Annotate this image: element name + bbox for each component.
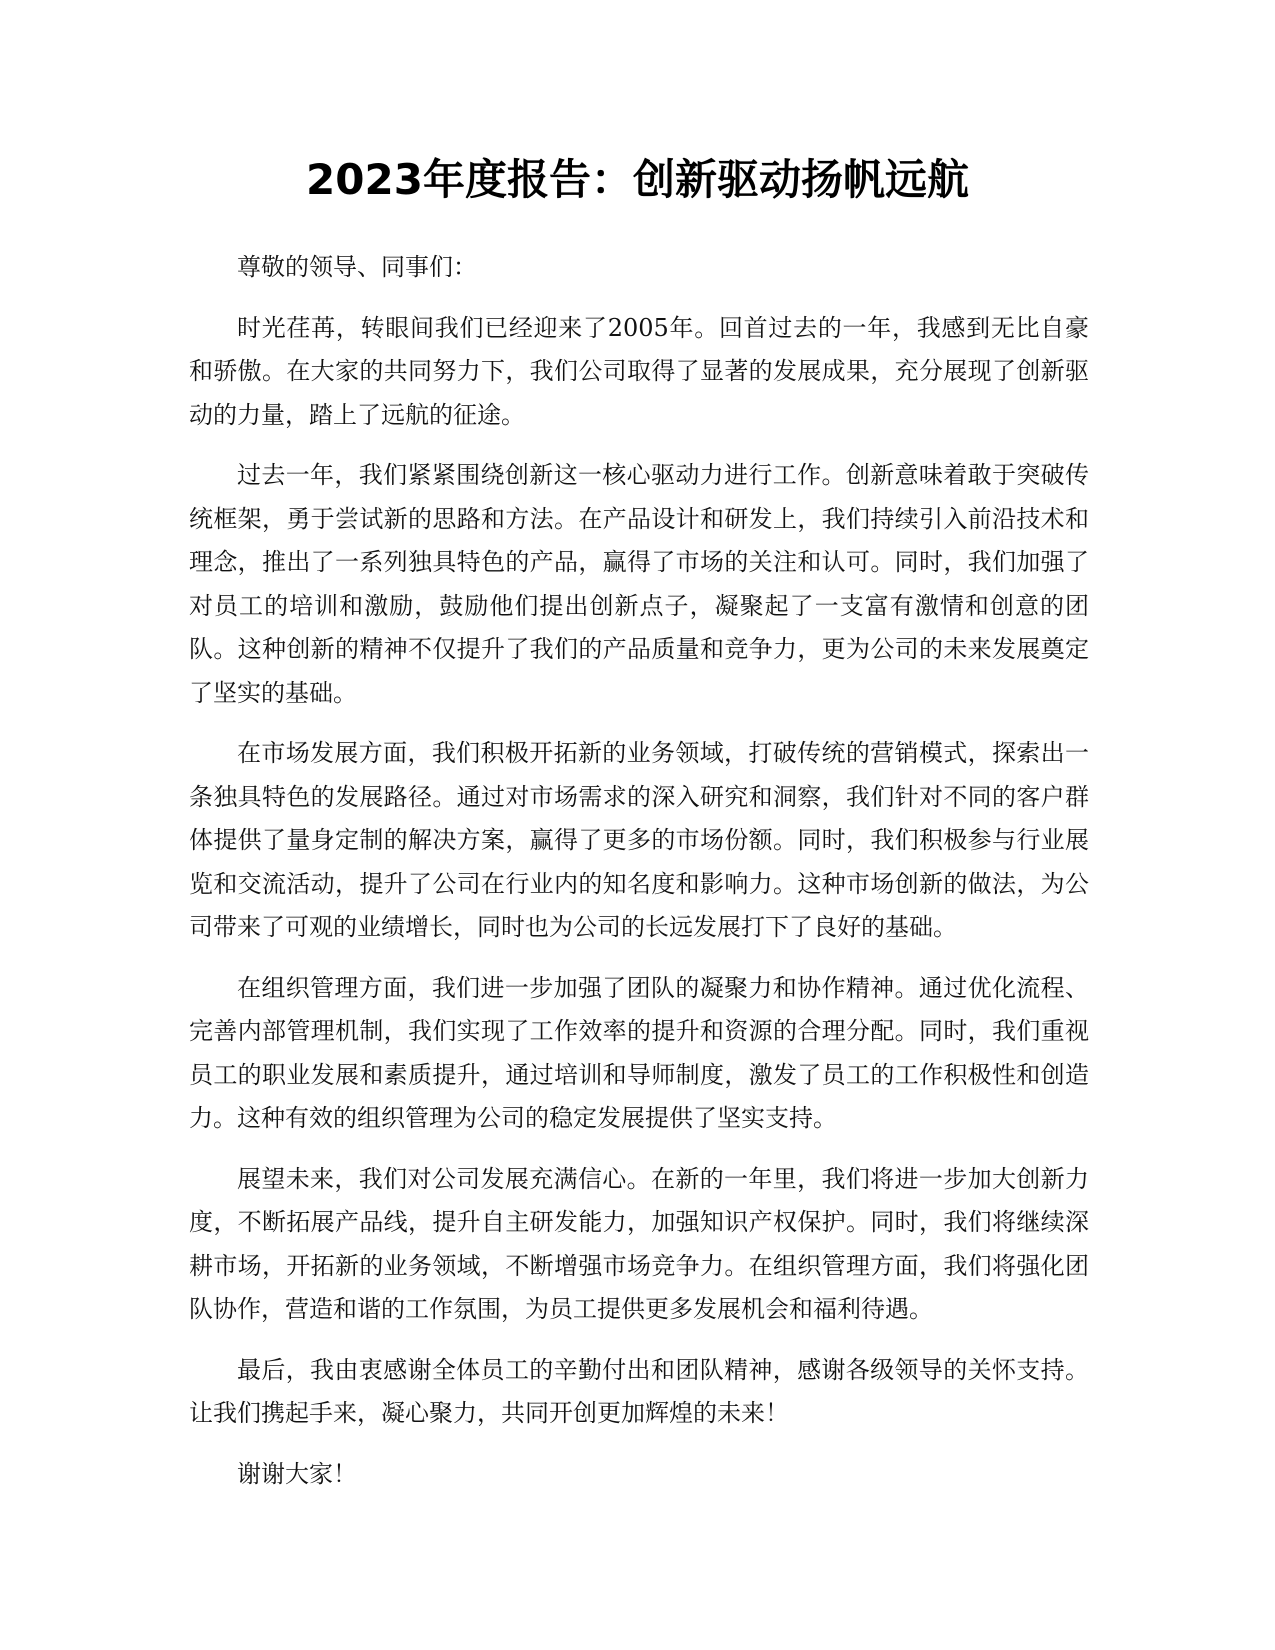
paragraph: 过去一年，我们紧紧围绕创新这一核心驱动力进行工作。创新意味着敢于突破传统框架，勇于尝试新的思路和方法。在产品设计和研发上，我们持续引入前沿技术和理念，推出了一系列独具特色的产品，赢得了市场的关注和认可。同时，我们加强了对员工的培训和激励，鼓励他们提出创新点子，凝聚起了一支富有激情和创意的团队。这种创新的精神不仅提升了我们的产品质量和竞争力，更为公司的未来发展奠定了坚实的基础。 <box>189 461 1089 707</box>
paragraph: 在市场发展方面，我们积极开拓新的业务领域，打破传统的营销模式，探索出一条独具特色的发展路径。通过对市场需求的深入研究和洞察，我们针对不同的客户群体提供了量身定制的解决方案，赢得了更多的市场份额。同时，我们积极参与行业展览和交流活动，提升了公司在行业内的知名度和影响力。这种市场创新的做法，为公司带来了可观的业绩增长，同时也为公司的长远发展打下了良好的基础。 <box>189 739 1089 941</box>
document-body <box>189 246 1089 1513</box>
closing: 谢谢大家！ <box>237 1459 357 1488</box>
salutation: 尊敬的领导、同事们： <box>237 253 477 281</box>
paragraph: 时光荏苒，转眼间我们已经迎来了2005年。回首过去的一年，我感到无比自豪和骄傲。在大家的共同努力下，我们公司取得了显著的发展成果，充分展现了创新驱动的力量，踏上了远航的征途。 <box>189 313 1089 429</box>
document-title: 2023年度报告：创新驱动扬帆远航 <box>306 155 969 204</box>
paragraph: 最后，我由衷感谢全体员工的辛勤付出和团队精神，感谢各级领导的关怀支持。让我们携起手来，凝心聚力，共同开创更加辉煌的未来！ <box>189 1355 1089 1427</box>
paragraph: 在组织管理方面，我们进一步加强了团队的凝聚力和协作精神。通过优化流程、完善内部管理机制，我们实现了工作效率的提升和资源的合理分配。同时，我们重视员工的职业发展和素质提升，通过培训和导师制度，激发了员工的工作积极性和创造力。这种有效的组织管理为公司的稳定发展提供了坚实支持。 <box>189 973 1089 1132</box>
paragraph: 展望未来，我们对公司发展充满信心。在新的一年里，我们将进一步加大创新力度，不断拓展产品线，提升自主研发能力，加强知识产权保护。同时，我们将继续深耕市场，开拓新的业务领域，不断增强市场竞争力。在组织管理方面，我们将强化团队协作，营造和谐的工作氛围，为员工提供更多发展机会和福利待遇。 <box>189 1164 1089 1323</box>
